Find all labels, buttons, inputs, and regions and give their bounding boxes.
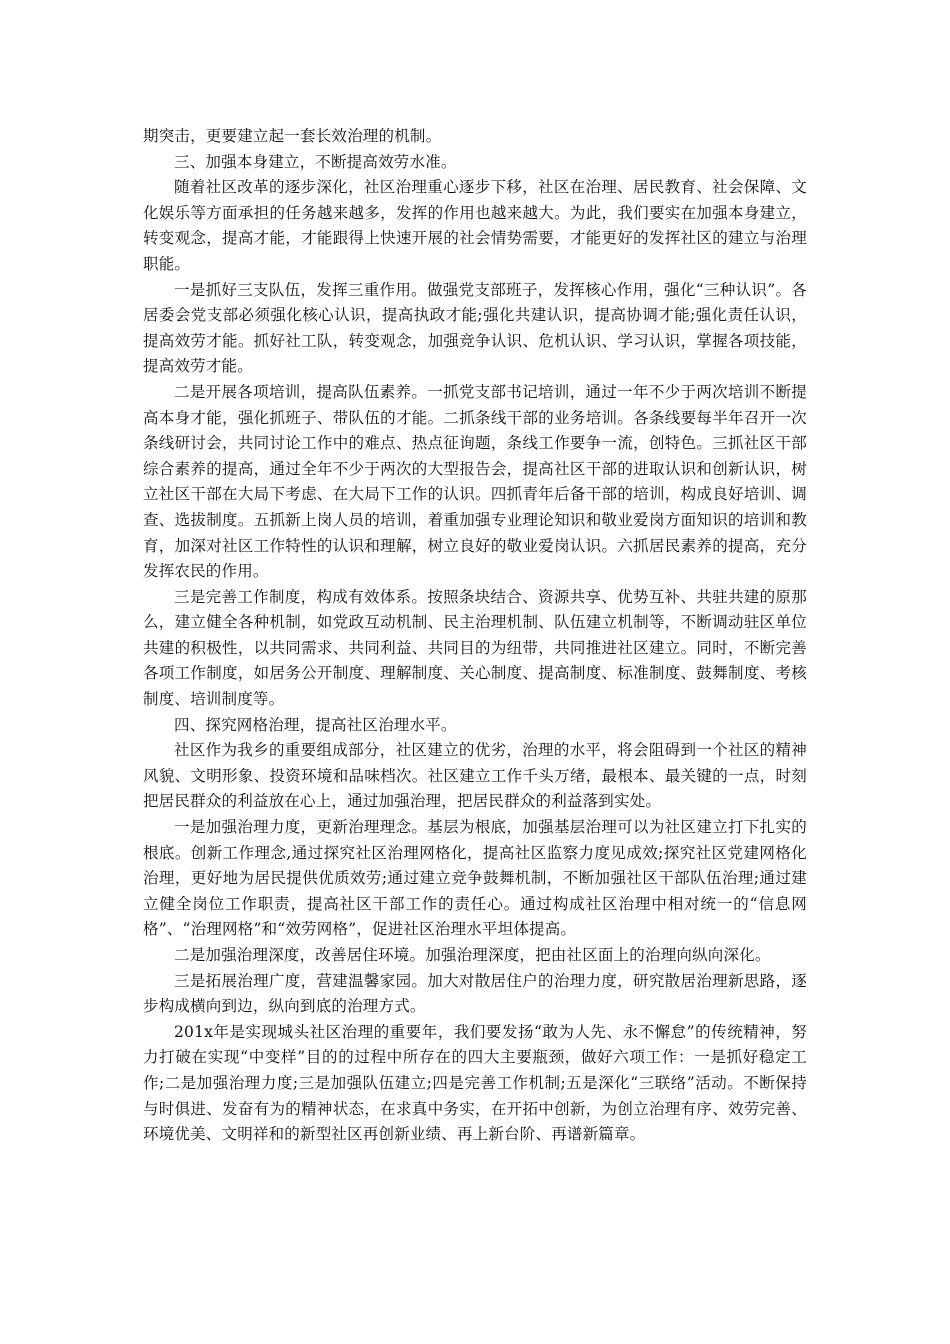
section-heading: 四、探究网格治理，提高社区治理水平。 (174, 715, 457, 734)
paragraph: 期突击，更要建立起一套长效治理的机制。 (143, 127, 442, 145)
paragraph: 二是开展各项培训，提高队伍素养。一抓党支部书记培训，通过一年不少于两次培训不断提高本身才能，强化抓班子、带队伍的才能。二抓条线干部的业务培训。各条线要每半年召开一次条线研讨会，共同讨论工作中的难点、热点征询题，条线工作要争一流，创特色。三抓社区干部综合素养的提高，通过全年不少于两次的大型报告会，提高社区干部的进取认识和创新认识，树立社区干部在大局下考虑、在大局下工作的认识。四抓青年后备干部的培训，构成良好培训、调查、选拔制度。五抓新上岗人员的培训，着重加强专业理论知识和敬业爱岗方面知识的培训和教育，加深对社区工作特性的认识和理解，树立良好的敬业爱岗认识。六抓居民素养的提高，充分发挥农民的作用。 (143, 382, 807, 581)
paragraph: 二是加强治理深度，改善居住环境。加强治理深度，把由社区面上的治理向纵向深化。 (174, 946, 771, 964)
paragraph: 三是拓展治理广度，营建温馨家园。加大对散居住户的治理力度，研究散居治理新思路，逐步构成横向到边，纵向到底的治理方式。 (143, 971, 807, 1016)
paragraph: 一是加强治理力度，更新治理理念。基层为根底，加强基层治理可以为社区建立打下扎实的根底。创新工作理念,通过探究社区治理网格化，提高社区监察力度见成效;探究社区党建网格化治理，更好地为居民提供优质效劳;通过建立竞争鼓舞机制，不断加强社区干部队伍治理;通过建立健全岗位工作职责，提高社区干部工作的责任心。通过构成社区治理中相对统一的“信息网格”、“治理网格”和“效劳网格”，促进社区治理水平坦体提高。 (143, 818, 807, 939)
paragraph: 三是完善工作制度，构成有效体系。按照条块结合、资源共享、优势互补、共驻共建的原那么，建立健全各种机制，如党政互动机制、民主治理机制、队伍建立机制等，不断调动驻区单位共建的积极性，以共同需求、共同利益、共同目的为纽带，共同推进社区建立。同时，不断完善各项工作制度，如居务公开制度、理解制度、关心制度、提高制度、标准制度、鼓舞制度、考核制度、培训制度等。 (143, 587, 807, 709)
paragraph: 201x年是实现城头社区治理的重要年，我们要发扬“敢为人先、永不懈怠”的传统精神，努力打破在实现“中变样”目的的过程中所存在的四大主要瓶颈，做好六项工作：一是抓好稳定工作;二是加强治理力度;三是加强队伍建立;四是完善工作机制;五是深化“三联络”活动。不断保持与时俱进、发奋有为的精神状态，在求真中务实，在开拓中创新，为创立治理有序、效劳完善、环境优美、文明祥和的新型社区再创新业绩、再上新台阶、再谱新篇章。 (143, 1022, 807, 1144)
paragraph: 一是抓好三支队伍，发挥三重作用。做强党支部班子，发挥核心作用，强化“三种认识”。各居委会党支部必须强化核心认识，提高执政才能;强化共建认识，提高协调才能;强化责任认识，提高效劳才能。抓好社工队，转变观念，加强竞争认识、危机认识、学习认识，掌握各项技能，提高效劳才能。 (143, 280, 807, 376)
section-heading: 三、加强本身建立，不断提高效劳水准。 (174, 152, 457, 171)
document-body (143, 124, 807, 1148)
paragraph: 随着社区改革的逐步深化，社区治理重心逐步下移，社区在治理、居民教育、社会保障、文化娱乐等方面承担的任务越来越多，发挥的作用也越来越大。为此，我们要实在加强本身建立，转变观念，提高才能，才能跟得上快速开展的社会情势需要，才能更好的发挥社区的建立与治理职能。 (143, 178, 807, 273)
paragraph: 社区作为我乡的重要组成部分，社区建立的优劣，治理的水平，将会阻碍到一个社区的精神风貌、文明形象、投资环境和品味档次。社区建立工作千头万绪，最根本、最关键的一点，时刻把居民群众的利益放在心上，通过加强治理，把居民群众的利益落到实处。 (143, 741, 807, 811)
